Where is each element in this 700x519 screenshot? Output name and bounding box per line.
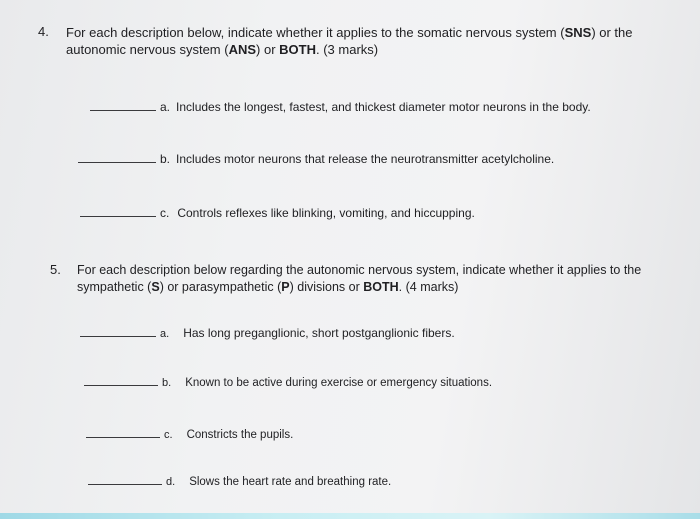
answer-blank-5d[interactable]	[88, 483, 162, 485]
question-4b	[78, 152, 554, 166]
question-5-number: 5.	[50, 262, 61, 277]
item-description: Includes motor neurons that release the neurotransmitter acetylcholine.	[176, 152, 555, 166]
q5-marks: . (4 marks)	[398, 280, 459, 294]
q4-text-part: autonomic nervous system (	[66, 42, 229, 57]
question-5-line-2	[77, 279, 641, 296]
q5-text-part: ) divisions or	[289, 280, 364, 294]
answer-blank-4a[interactable]	[90, 109, 156, 111]
item-letter: b.	[160, 152, 171, 166]
answer-blank-4b[interactable]	[78, 161, 156, 163]
q4-ans-bold: ANS	[228, 42, 257, 57]
item-letter: d.	[166, 476, 176, 488]
question-5b	[84, 377, 492, 389]
question-5-prompt	[77, 262, 641, 296]
question-4-line-2	[66, 41, 633, 58]
q5-s-bold: S	[151, 280, 160, 294]
q4-marks: . (3 marks)	[316, 42, 379, 57]
item-letter: b.	[162, 377, 172, 389]
item-description: Known to be active during exercise or emergency situations.	[185, 377, 493, 389]
item-description: Constricts the pupils.	[186, 429, 294, 441]
item-letter: c.	[160, 206, 170, 220]
item-letter: a.	[160, 328, 170, 340]
question-5-line-1: For each description below regarding the autonomic nervous system, indicate whether it applies to the	[77, 263, 642, 277]
background-edge	[0, 513, 700, 519]
question-4-number: 4.	[38, 24, 49, 39]
item-letter: c.	[164, 429, 173, 441]
q4-text-part: For each description below, indicate whether it applies to the somatic nervous system (	[66, 25, 565, 40]
q5-text-part: ) or parasympathetic (	[159, 280, 282, 294]
question-5d	[88, 476, 391, 488]
question-4a	[90, 100, 591, 114]
q5-both-bold: BOTH	[363, 280, 399, 294]
item-description: Includes the longest, fastest, and thickest diameter motor neurons in the body.	[176, 100, 591, 114]
question-4-line-1	[66, 24, 633, 41]
answer-blank-5b[interactable]	[84, 384, 158, 386]
item-letter: a.	[160, 100, 171, 114]
answer-blank-4c[interactable]	[80, 215, 156, 217]
question-4-prompt	[66, 24, 633, 58]
question-4c	[80, 206, 475, 220]
q5-p-bold: P	[281, 280, 290, 294]
item-description: Slows the heart rate and breathing rate.	[189, 476, 392, 488]
q4-text-part: ) or the	[591, 25, 633, 40]
answer-blank-5c[interactable]	[86, 436, 160, 438]
q5-text-part: sympathetic (	[77, 280, 152, 294]
item-description: Has long preganglionic, short postganglionic fibers.	[183, 326, 455, 340]
item-description: Controls reflexes like blinking, vomiting, and hiccupping.	[177, 206, 475, 220]
q4-both-bold: BOTH	[279, 42, 316, 57]
q4-sns-bold: SNS	[564, 25, 592, 40]
question-5c	[86, 429, 293, 441]
answer-blank-5a[interactable]	[80, 335, 156, 337]
question-5a	[80, 326, 455, 340]
q4-text-part: ) or	[256, 42, 280, 57]
